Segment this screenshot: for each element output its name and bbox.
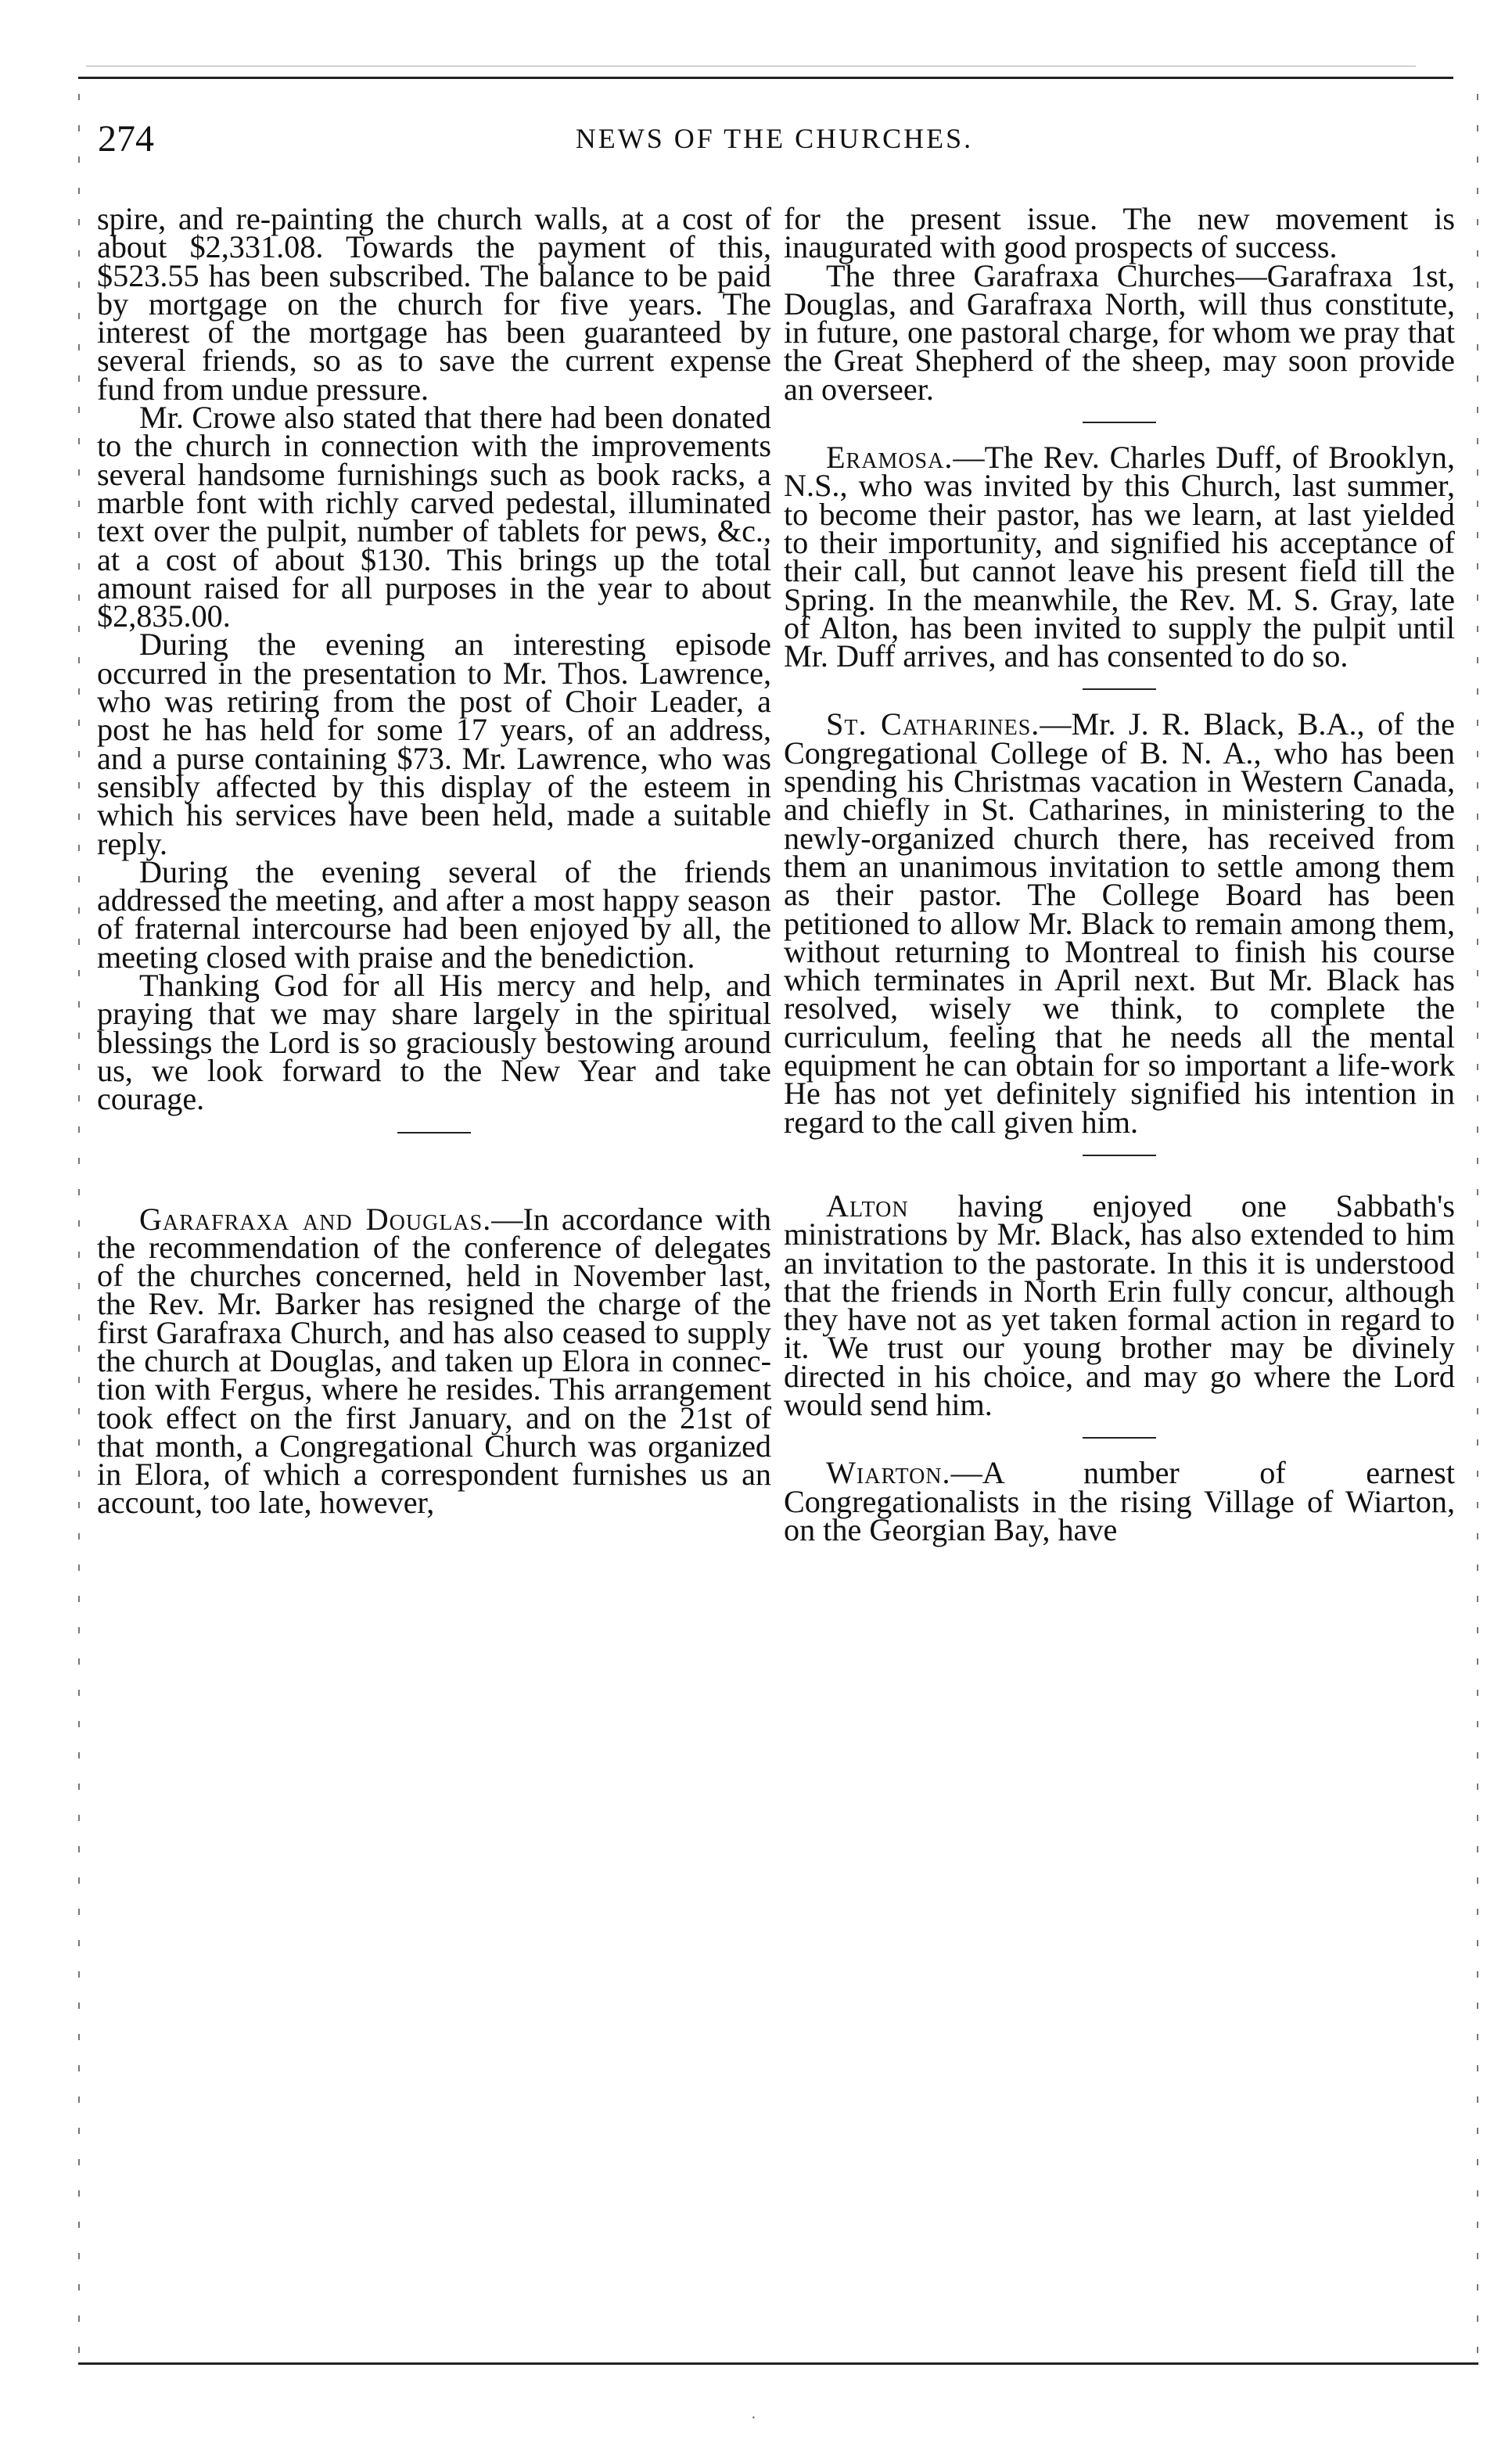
news-item-eramosa xyxy=(784,440,1455,674)
item-heading: Wiarton. xyxy=(826,1455,951,1491)
left-margin-marks xyxy=(78,94,80,2362)
item-heading: Garafraxa and Douglas. xyxy=(139,1201,492,1237)
page-number: 274 xyxy=(98,118,154,160)
running-head xyxy=(86,117,1463,164)
news-item-alton xyxy=(784,1187,1455,1422)
item-text: —The Rev. Charles Duff, of Brooklyn, N.S., who was invited by this Church, last summer, to become their pastor, has we learn, at last yielded to their importunity, and signified his acceptance of their call, but cannot leave his present field till the Spring. In the meanwhile, the Rev. M. S. Gray, late of Alton, has been invited to supply the pulpit until Mr. Duff arrives, and has consented to do so. xyxy=(784,440,1455,674)
left-column xyxy=(97,201,771,1521)
spacer xyxy=(97,1154,771,1205)
news-item-st-catharines xyxy=(784,706,1455,1140)
top-rule xyxy=(78,77,1453,79)
section-separator xyxy=(1083,1155,1156,1156)
paragraph: spire, and re-painting the church walls, at a cost of about $2,331.08. Towards the payment of this, $523.55 has been subscribed. The balance to be paid by mortgage on the church for five years. The interest of the mortgage has been guaranteed by several friends, so as to save the current expense fund from undue pressure. xyxy=(97,201,771,407)
paragraph: The three Garafraxa Churches—Garafraxa 1st, Douglas, and Garafraxa North, will thus constitute, in future, one pastoral charge, for whom we pray that the Great Shepherd of the sheep, may soon provide an overseer. xyxy=(784,257,1455,407)
item-heading: Eramosa. xyxy=(826,440,954,476)
paragraph: During the evening an interesting episode occurred in the presentation to Mr. Thos. Lawrence, who was retiring from the post of Choir Leader, a post he has held for some 17 years, of an address, and a purse containing $73. Mr. Lawrence, who was sensibly affected by this display of the esteem in which his services have been held, made a suitable reply. xyxy=(97,627,771,861)
page-title: NEWS OF THE CHURCHES. xyxy=(575,123,974,154)
bottom-rule xyxy=(78,2362,1478,2365)
footer-speck: · xyxy=(751,2409,756,2427)
news-item-garafraxa xyxy=(97,1201,771,1521)
right-column xyxy=(784,201,1455,1547)
right-margin-marks xyxy=(1477,94,1478,2362)
item-text: —A number of earnest Congregationalists in the rising Village of Wiarton, on the Georgian Bay, have xyxy=(784,1455,1455,1547)
item-heading: Alton xyxy=(826,1187,909,1223)
news-item-wiarton xyxy=(784,1455,1455,1547)
section-separator xyxy=(1083,422,1156,423)
section-separator xyxy=(397,1132,471,1133)
item-heading: St. Catharines. xyxy=(826,706,1040,742)
paragraph: for the present issue. The new movement is inaugurated with good prospects of success. xyxy=(784,201,1455,265)
item-text: —Mr. J. R. Black, B.A., of the Congregational College of B. N. A., who has been spending his Christmas vacation in Western Canada, and chiefly in St. Catharines, in ministering to the newly-organized church there, has received from them an unanimous invitation to settle among them as their pastor. The College Board has been petitioned to allow Mr. Black to remain among them, without returning to Montreal to finish his course which terminates in April next. But Mr. Black has resolved, wisely we think, to complete the curriculum, feeling that he needs all the mental equipment he can obtain for so important a life-work He has not yet definitely signified his intention in regard to the call given him. xyxy=(784,706,1455,1140)
section-separator xyxy=(1083,688,1156,690)
item-text: having enjoyed one Sabbath's ministrations by Mr. Black, has also extended to him an invitation to the pastorate. In this it is understood that the friends in North Erin fully concur, although they have not as yet taken formal action in regard to it. We trust our young brother may be divinely directed in his choice, and may go where the Lord would send him. xyxy=(784,1187,1455,1422)
paragraph: During the evening several of the friends addressed the meeting, and after a most happy season of fraternal intercourse had been enjoyed by all, the meeting closed with praise and the benediction. xyxy=(97,853,771,975)
item-text: —In accordance with the recommendation of the conference of delegates of the churches concerned, held in November last, the Rev. Mr. Barker has resigned the charge of the first Garafraxa Church, and has also ceased to supply the church at Douglas, and taken up Elora in connection with Fergus, where he resides. This arrangement took effect on the first January, and on the 21st of that month, a Congregational Church was organized in Elora, of which a correspondent furnishes us an account, too late, however, xyxy=(97,1201,771,1521)
paragraph: Mr. Crowe also stated that there had been donated to the church in connection with the improvements several handsome furnishings such as book racks, a marble font with richly carved pedestal, illuminated text over the pulpit, number of tablets for pews, &c., at a cost of about $130. This brings up the total amount raised for all purposes in the year to about $2,835.00. xyxy=(97,400,771,634)
section-separator xyxy=(1083,1437,1156,1439)
paragraph: Thanking God for all His mercy and help, and praying that we may share largely in the spiritual blessings the Lord is so graciously bestowing around us, we look forward to the New Year and take courage. xyxy=(97,968,771,1117)
